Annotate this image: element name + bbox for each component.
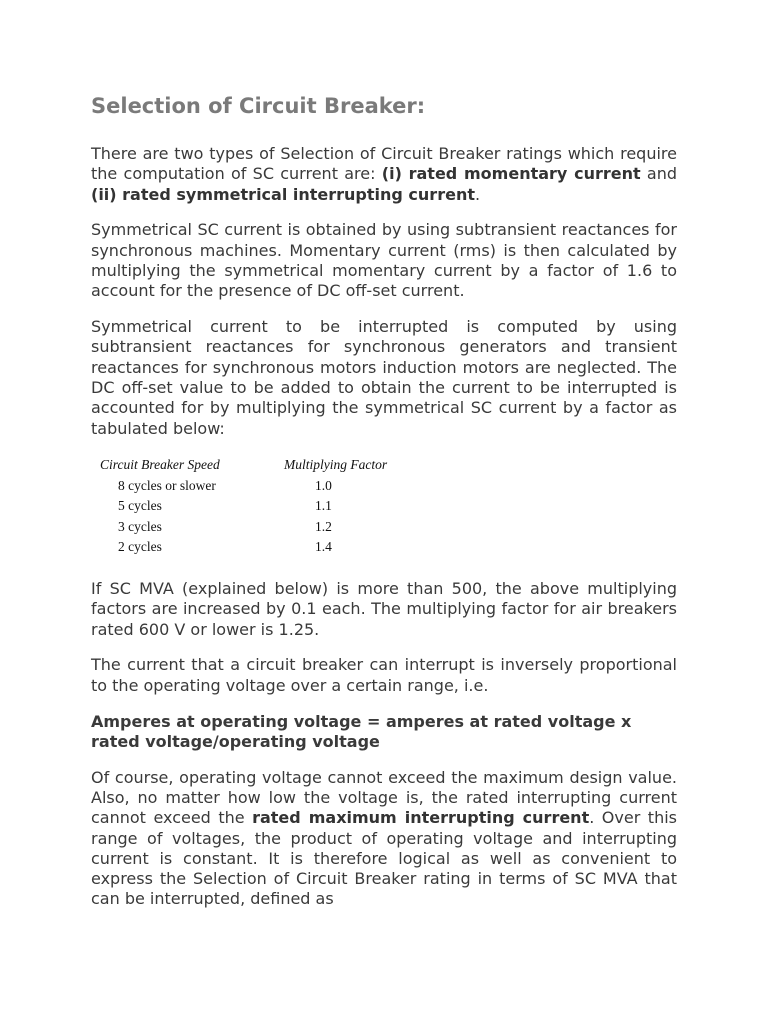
page-title: Selection of Circuit Breaker: [91, 94, 426, 118]
bold-term-momentary: (i) rated momentary current [381, 164, 641, 184]
paragraph-sc-mva: If SC MVA (explained below) is more than 500, the above multiplying factors are increased by 0.1 each. The multiplying factor for air breakers rated 600 V or lower is 1.25. [91, 579, 677, 639]
bold-term-max-interrupting: rated maximum interrupting current [252, 808, 590, 828]
table-header-row [100, 457, 387, 476]
paragraph-text: . Over this range of voltages, the product of operating voltage and interrupting current is constant. It is therefore logical as well as convenient to express the Selection of Circuit Breaker rating in terms of SC MVA that can be interrupted, defined as [91, 808, 677, 909]
table-cell-speed: 8 cycles or slower [118, 478, 216, 493]
paragraph-operating-voltage [91, 768, 677, 910]
table-row [100, 476, 387, 496]
table-cell-factor: 1.1 [315, 498, 332, 514]
table-header-speed: Circuit Breaker Speed [100, 456, 220, 472]
paragraph-symmetrical-sc: Symmetrical SC current is obtained by using subtransient reactances for synchronous machines. Momentary current (rms) is then calculated by multiplying the symmetrical momentary current by a factor of 1.6 to account for the presence of DC off-set current. [91, 220, 677, 301]
paragraph-rating-types [91, 144, 677, 205]
paragraph-text: . [474, 184, 481, 204]
paragraph-text: and [640, 164, 678, 184]
table-cell-speed: 5 cycles [118, 498, 162, 514]
table-row [100, 516, 387, 536]
table-cell-factor: 1.2 [315, 518, 332, 534]
paragraph-inverse-proportion: The current that a circuit breaker can interrupt is inversely proportional to the operating voltage over a certain range, i.e. [91, 655, 677, 695]
table-cell-factor: 1.0 [315, 478, 332, 493]
equation-amperes: Amperes at operating voltage = amperes at rated voltage x rated voltage/operating voltage [91, 711, 632, 751]
table-row [100, 496, 387, 516]
table-cell-speed: 2 cycles [118, 538, 162, 554]
document-page [91, 92, 677, 925]
paragraph-interrupted-current: Symmetrical current to be interrupted is computed by using subtransient reactances for synchronous generators and transient reactances for synchronous motors induction motors are neglected. The DC off-set value to be added to obtain the current to be interrupted is accounted for by multiplying the symmetrical SC current by a factor as tabulated below: [91, 317, 677, 438]
table-row [100, 537, 387, 557]
paragraph-text: There are two types of Selection of Circuit Breaker ratings which require the computation of SC current are: [91, 144, 677, 184]
table-cell-factor: 1.4 [315, 538, 332, 554]
multiplying-factor-table [100, 457, 677, 557]
bold-term-interrupting: (ii) rated symmetrical interrupting current [91, 184, 475, 204]
table-cell-speed: 3 cycles [118, 518, 162, 534]
paragraph-text: Of course, operating voltage cannot exceed the maximum design value. Also, no matter how low the voltage is, the rated interrupting current cannot exceed the [91, 767, 677, 828]
table-header-factor: Multiplying Factor [284, 456, 388, 472]
